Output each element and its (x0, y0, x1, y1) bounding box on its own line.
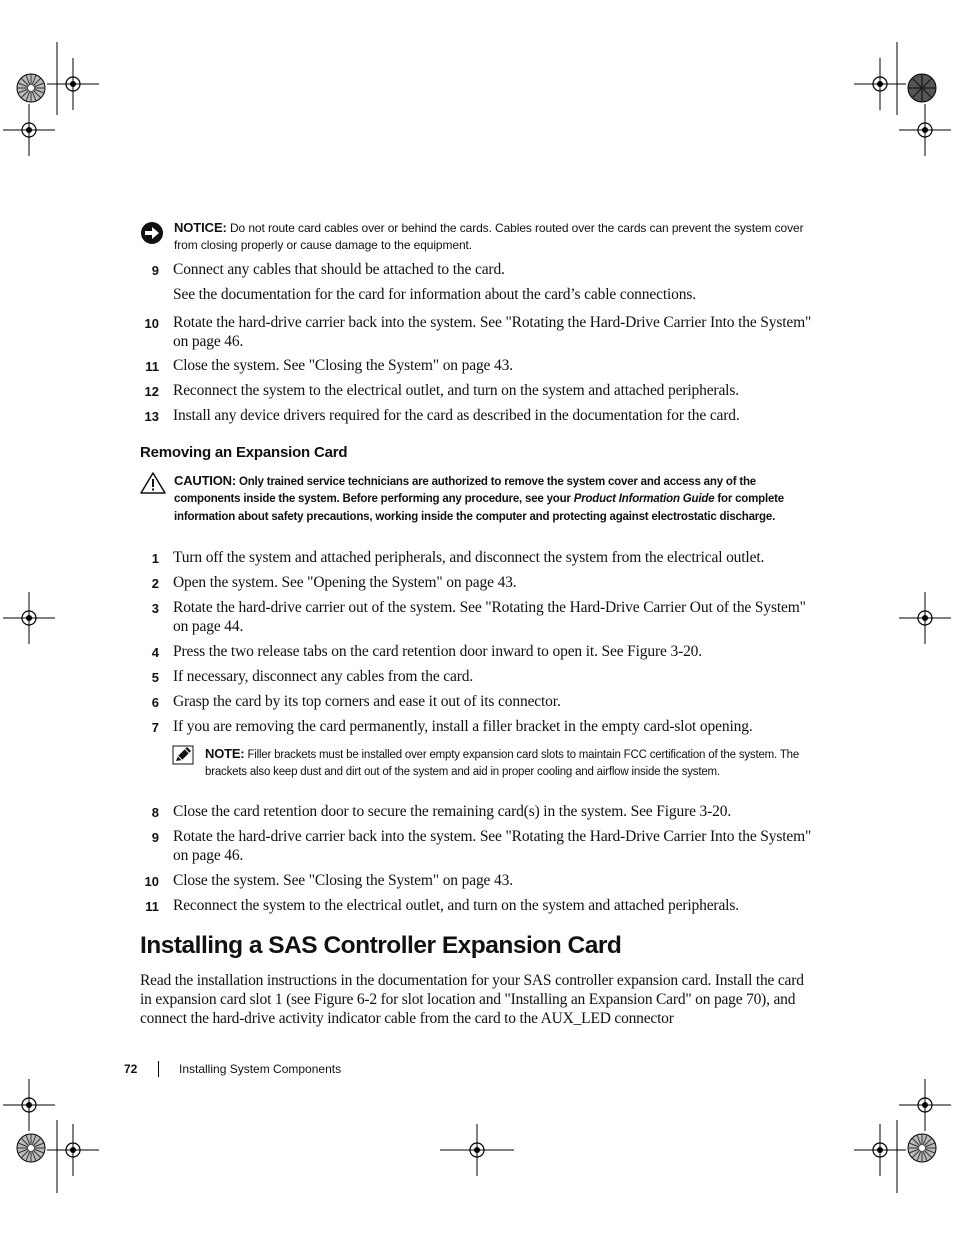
step-text: Rotate the hard-drive carrier back into the system. See "Rotating the Hard-Drive Carrier Into the System" on page 46. (173, 314, 812, 350)
step-number: 8 (151, 805, 159, 820)
page-title: Installing a SAS Controller Expansion Card (140, 932, 622, 959)
step-text: If you are removing the card permanently, install a filler bracket in the empty card-slot opening. (173, 718, 753, 735)
list-item (140, 802, 820, 821)
caution-text: Only trained service technicians are authorized to remove the system cover and access any of the components inside the system. Before performing any procedure, see your (174, 476, 756, 506)
note-block (172, 745, 820, 781)
list-item (140, 667, 820, 686)
caution-label: CAUTION: (174, 473, 236, 488)
step-text: If necessary, disconnect any cables from the card. (173, 668, 474, 685)
caution-block (140, 472, 820, 526)
step-number: 5 (151, 670, 159, 685)
step-number: 7 (151, 720, 159, 735)
list-item (140, 642, 820, 661)
crosshair-mark (899, 1079, 951, 1131)
step-number: 3 (151, 601, 159, 616)
crosshair-mark (854, 58, 906, 110)
crosshair-mark (47, 58, 99, 110)
step-text: Open the system. See "Opening the System" on page 43. (173, 574, 517, 591)
step-text: Install any device drivers required for the card as described in the documentation for the card. (173, 407, 740, 424)
warning-triangle-icon (140, 472, 166, 494)
step-text: Close the system. See "Closing the System" on page 43. (173, 357, 513, 374)
list-item-continuation (140, 285, 820, 304)
notice-arrow-icon (140, 221, 164, 245)
list-item (140, 313, 820, 351)
step-number: 4 (151, 645, 159, 660)
step-text: Rotate the hard-drive carrier back into the system. See "Rotating the Hard-Drive Carrier Into the System" on page 46. (173, 828, 812, 864)
step-text: Reconnect the system to the electrical outlet, and turn on the system and attached peripherals. (173, 382, 739, 399)
step-text: Close the system. See "Closing the System" on page 43. (173, 872, 513, 889)
crosshair-mark (3, 1079, 55, 1131)
chapter-title: Installing System Components (179, 1062, 342, 1076)
list-item (140, 548, 820, 567)
list-item (140, 573, 820, 592)
list-item (140, 827, 820, 865)
list-item (140, 406, 820, 425)
starburst-mark (17, 74, 45, 102)
starburst-mark (17, 1134, 45, 1162)
starburst-mark (908, 74, 936, 102)
notice-block (140, 219, 820, 254)
crosshair-mark (899, 592, 951, 644)
step-text: Press the two release tabs on the card retention door inward to open it. See Figure 3-20. (173, 643, 703, 660)
crosshair-mark (899, 104, 951, 156)
step-number: 10 (144, 874, 159, 889)
step-text: Turn off the system and attached peripherals, and disconnect the system from the electrical outlet. (173, 549, 765, 566)
list-item (140, 260, 820, 279)
step-text: Connect any cables that should be attached to the card. (173, 261, 505, 278)
list-item (140, 871, 820, 890)
list-item (140, 692, 820, 711)
caution-italic-reference: Product Information Guide (573, 493, 715, 506)
step-number: 2 (151, 576, 159, 591)
note-label: NOTE: (205, 746, 245, 761)
notice-text: Do not route card cables over or behind the cards. Cables routed over the cards can prevent the system cover from closing properly or cause damage to the equipment. (174, 221, 804, 252)
note-pencil-icon (172, 745, 194, 765)
step-number: 13 (144, 409, 159, 424)
step-number: 11 (145, 899, 159, 914)
step-number: 9 (151, 830, 159, 845)
step-text: Grasp the card by its top corners and ease it out of its connector. (173, 693, 561, 710)
list-item (140, 598, 820, 636)
list-item (140, 381, 820, 400)
step-number: 9 (151, 263, 159, 278)
step-text: Close the card retention door to secure the remaining card(s) in the system. See Figure 3-20. (173, 803, 732, 820)
step-number: 1 (151, 551, 159, 566)
step-extra-text: See the documentation for the card for information about the card’s cable connections. (173, 286, 696, 303)
crosshair-mark (3, 592, 55, 644)
list-item (140, 356, 820, 375)
note-text: Filler brackets must be installed over empty expansion card slots to maintain FCC certification of the system. The brackets also keep dust and dirt out of the system and aid in proper cooling and airflow inside the system. (205, 749, 800, 778)
step-number: 11 (145, 359, 159, 374)
step-number: 6 (151, 695, 159, 710)
list-item (140, 717, 820, 736)
step-number: 10 (144, 316, 159, 331)
step-text: Rotate the hard-drive carrier out of the system. See "Rotating the Hard-Drive Carrier Out of the System" on page 44. (173, 599, 806, 635)
crosshair-mark (3, 104, 55, 156)
starburst-mark (908, 1134, 936, 1162)
step-number: 12 (144, 384, 159, 399)
body-paragraph: Read the installation instructions in the documentation for your SAS controller expansion card. Install the card in expansion card slot 1 (see Figure 6-2 for slot location and "Installing an Expansion Card" on page 70), and connect the hard-drive activity indicator cable from the card to the AUX_LED connector (140, 972, 804, 1027)
section-heading: Removing an Expansion Card (140, 444, 348, 461)
notice-label: NOTICE: (174, 220, 227, 235)
step-text: Reconnect the system to the electrical outlet, and turn on the system and attached peripherals. (173, 897, 739, 914)
footer-divider (158, 1061, 159, 1077)
crosshair-mark (854, 1124, 906, 1176)
page-number: 72 (124, 1062, 138, 1076)
crosshair-mark (47, 1124, 99, 1176)
list-item (140, 896, 820, 915)
caution-text-end: for complete information about safety precautions, working inside the computer and protecting against electrostatic discharge. (174, 493, 784, 523)
